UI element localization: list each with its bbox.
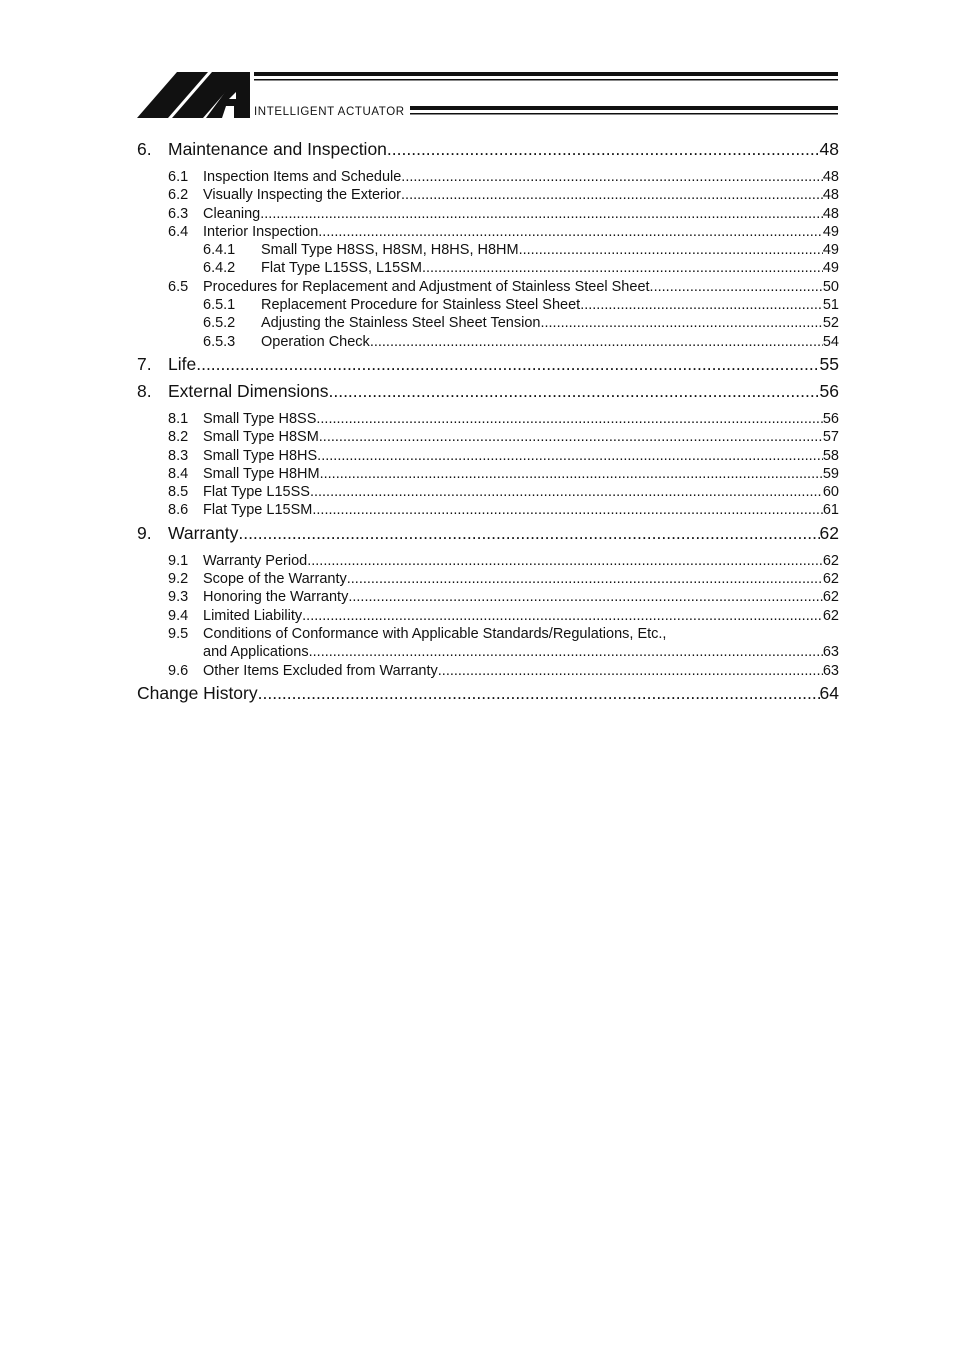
toc-page: 49: [822, 223, 839, 240]
toc-leader: [196, 351, 819, 378]
toc-title: Visually Inspecting the Exterior: [203, 187, 402, 204]
toc-number: 6.5.2: [203, 315, 236, 332]
toc-number: 8.3: [168, 447, 189, 464]
toc-entry-6-4-1[interactable]: [137, 241, 839, 259]
toc-number: 6.4.2: [203, 260, 236, 277]
toc-entry-9-3[interactable]: [137, 588, 839, 606]
toc-number: 8.1: [168, 410, 189, 427]
toc-leader: [401, 168, 823, 186]
toc-title: Flat Type L15SS: [203, 484, 310, 501]
toc-number: 6.4: [168, 223, 189, 240]
toc-leader: [312, 501, 823, 519]
toc-number: 6.1: [168, 169, 189, 185]
toc-page: 63: [822, 662, 839, 679]
toc-page: 62: [819, 522, 839, 543]
toc-title: Procedures for Replacement and Adjustment of Stainless Steel Sheet: [203, 278, 650, 295]
toc-leader: [238, 520, 819, 547]
toc-entry-6-4[interactable]: [137, 223, 839, 241]
toc-entry-6-5-2[interactable]: [137, 314, 839, 332]
toc-page: 56: [819, 380, 839, 401]
toc-page: 59: [822, 465, 839, 482]
toc-title: Warranty: [168, 522, 239, 543]
toc-page: 51: [822, 297, 839, 314]
toc-entry-6-1[interactable]: [137, 168, 839, 186]
toc-entry-8-6[interactable]: [137, 501, 839, 519]
page-header: [0, 0, 954, 130]
toc-page: 48: [819, 139, 839, 159]
toc-leader: [318, 223, 823, 241]
toc-title: Operation Check: [261, 333, 370, 350]
toc-leader: [317, 447, 823, 465]
toc-number: 7.: [137, 353, 152, 374]
toc-title: External Dimensions: [168, 380, 329, 401]
toc-entry-6-4-2[interactable]: [137, 259, 839, 277]
toc-number: 8.: [137, 380, 152, 401]
toc-number: 8.2: [168, 429, 189, 446]
toc-page: 56: [822, 410, 839, 427]
toc-leader: [310, 483, 823, 501]
toc-title-continued: and Applications: [203, 644, 309, 661]
toc-leader: [316, 410, 822, 428]
toc-page: 57: [822, 429, 839, 446]
toc-title: Warranty Period: [203, 552, 308, 569]
toc-title: Small Type H8HS: [203, 447, 318, 464]
toc-title: Scope of the Warranty: [203, 571, 347, 588]
toc-entry-8-3[interactable]: [137, 447, 839, 465]
toc-page: 48: [822, 205, 839, 222]
toc-entry-6-5[interactable]: [137, 278, 839, 296]
toc-entry-8-4[interactable]: [137, 465, 839, 483]
iai-logo-icon: [0, 0, 954, 130]
toc-page: 48: [822, 187, 839, 204]
toc-leader: [307, 552, 823, 570]
toc-entry-6-3[interactable]: [137, 205, 839, 223]
toc-number: 8.4: [168, 465, 189, 482]
toc-page: 62: [822, 571, 839, 588]
toc-entry-8-1[interactable]: [137, 410, 839, 428]
table-of-contents: [137, 136, 839, 707]
toc-leader: [370, 333, 823, 351]
toc-leader: [309, 643, 823, 661]
toc-leader: [650, 278, 823, 296]
toc-number: 6.2: [168, 187, 189, 204]
toc-title: Flat Type L15SM: [203, 502, 313, 519]
toc-number: 9.4: [168, 607, 189, 624]
toc-entry-9-6[interactable]: [137, 662, 839, 680]
toc-leader: [348, 588, 823, 606]
toc-page: 64: [819, 682, 839, 703]
toc-title: Maintenance and Inspection: [168, 139, 387, 159]
toc-title: Cleaning: [203, 205, 261, 222]
toc-entry-6-5-1[interactable]: [137, 296, 839, 314]
toc-number: 6.4.1: [203, 242, 236, 259]
toc-leader: [328, 378, 819, 405]
toc-leader: [438, 662, 823, 680]
toc-entry-9-4[interactable]: [137, 607, 839, 625]
toc-number: 9.3: [168, 589, 189, 606]
toc-page: 50: [822, 278, 839, 295]
toc-page: 62: [822, 589, 839, 606]
toc-entry-9-2[interactable]: [137, 570, 839, 588]
toc-number: 6.5.3: [203, 333, 236, 350]
toc-entry-9-1[interactable]: [137, 552, 839, 570]
toc-number: 9.: [137, 522, 152, 543]
toc-entry-s8[interactable]: [137, 378, 839, 405]
toc-title: Small Type H8SM: [203, 429, 319, 446]
toc-title: Change History: [137, 682, 258, 703]
toc-leader: [319, 428, 823, 446]
toc-entry-s7[interactable]: [137, 351, 839, 378]
toc-page: 52: [822, 315, 839, 332]
toc-title: Small Type H8SS: [203, 410, 317, 427]
toc-number: 9.2: [168, 571, 189, 588]
toc-title: Conditions of Conformance with Applicable Standards/Regulations, Etc.,: [203, 625, 667, 642]
toc-number: 9.5: [168, 625, 189, 642]
toc-leader: [320, 465, 823, 483]
toc-number: 6.: [137, 139, 152, 159]
toc-number: 8.5: [168, 484, 189, 501]
toc-title: Inspection Items and Schedule: [203, 169, 402, 185]
toc-page: 49: [822, 260, 839, 277]
toc-entry-9-5[interactable]: [137, 625, 839, 643]
toc-leader: [580, 296, 823, 314]
toc-leader: [540, 314, 822, 332]
toc-title: Honoring the Warranty: [203, 589, 349, 606]
toc-entry-s6[interactable]: [137, 136, 839, 163]
toc-title: Small Type H8HM: [203, 465, 320, 482]
toc-entry-s9[interactable]: [137, 520, 839, 547]
toc-leader: [519, 241, 823, 259]
toc-page: 54: [822, 333, 839, 350]
toc-number: 6.5.1: [203, 297, 236, 314]
toc-title: Small Type H8SS, H8SM, H8HS, H8HM: [261, 242, 519, 259]
toc-entry-8-5[interactable]: [137, 483, 839, 501]
toc-leader: [347, 570, 823, 588]
toc-title: Life: [168, 353, 197, 374]
toc-entry-8-2[interactable]: [137, 428, 839, 446]
toc-entry-6-2[interactable]: [137, 186, 839, 204]
toc-title: Interior Inspection: [203, 223, 319, 240]
toc-page: 48: [822, 169, 839, 185]
toc-leader: [401, 186, 823, 204]
toc-number: 8.6: [168, 502, 189, 519]
toc-page: 49: [822, 242, 839, 259]
toc-title: Replacement Procedure for Stainless Steel Sheet: [261, 297, 581, 314]
toc-leader: [387, 136, 820, 163]
toc-leader: [260, 205, 823, 223]
toc-entry-6-5-3[interactable]: [137, 333, 839, 351]
toc-title: Limited Liability: [203, 607, 303, 624]
toc-page: 61: [822, 502, 839, 519]
toc-page: 58: [822, 447, 839, 464]
toc-leader: [302, 607, 823, 625]
toc-number: 9.6: [168, 662, 189, 679]
toc-page: 63: [822, 644, 839, 661]
toc-page: 62: [822, 552, 839, 569]
toc-number: 6.5: [168, 278, 189, 295]
toc-entry-change-history[interactable]: [137, 680, 839, 707]
toc-title: Adjusting the Stainless Steel Sheet Tension: [261, 315, 541, 332]
toc-entry-9-5-cont[interactable]: [137, 643, 839, 661]
toc-number: 6.3: [168, 205, 189, 222]
toc-leader: [258, 680, 820, 707]
toc-page: 62: [822, 607, 839, 624]
brand-name: INTELLIGENT ACTUATOR: [254, 106, 405, 118]
toc-page: 60: [822, 484, 839, 501]
toc-number: 9.1: [168, 552, 189, 569]
toc-title: Flat Type L15SS, L15SM: [261, 260, 422, 277]
toc-title: Other Items Excluded from Warranty: [203, 662, 438, 679]
toc-leader: [422, 259, 823, 277]
toc-page: 55: [819, 353, 839, 374]
